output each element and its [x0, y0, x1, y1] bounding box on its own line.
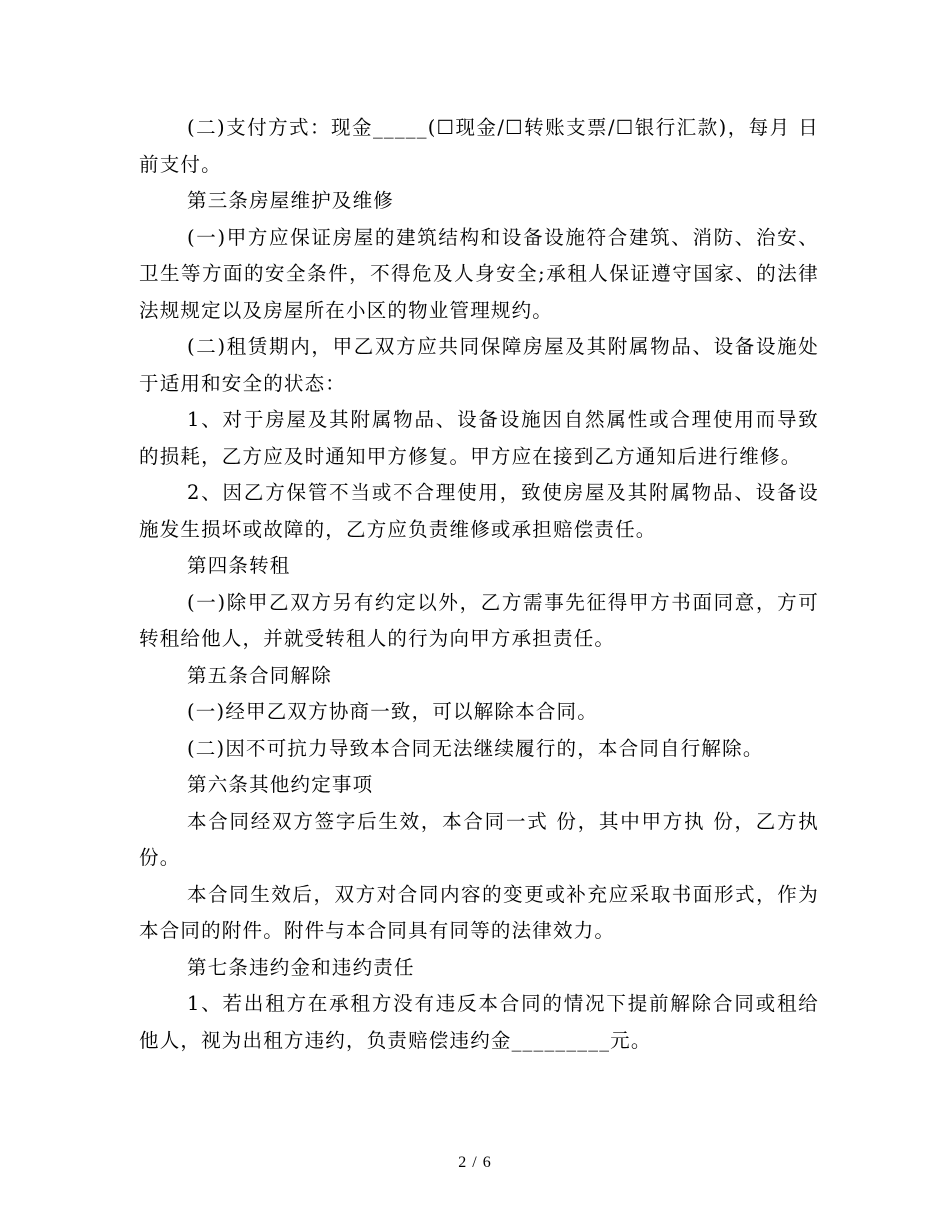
- article-5-heading: 第五条合同解除: [187, 663, 332, 687]
- article-3-heading: 第三条房屋维护及维修: [187, 189, 395, 212]
- payment-method-paragraph: (二)支付方式：现金_____(☐现金/☐转账支票/☐银行汇款)，每月 日前支付。: [139, 116, 819, 176]
- article-6-copies-paragraph: 本合同经双方签字后生效，本合同一式 份，其中甲方执 份，乙方执 份。: [139, 809, 819, 869]
- page-number: 2 / 6: [458, 1154, 492, 1171]
- article-3-item-1: 1、对于房屋及其附属物品、设备设施因自然属性或合理使用而导致的损耗，乙方应及时通知甲方修复。甲方应在接到乙方通知后进行维修。: [139, 408, 819, 468]
- article-4-heading: 第四条转租: [187, 554, 291, 577]
- article-6-amendment-paragraph: 本合同生效后，双方对合同内容的变更或补充应采取书面形式，作为本合同的附件。附件与本合同具有同等的法律效力。: [139, 882, 819, 942]
- article-5-clause-1: (一)经甲乙双方协商一致，可以解除本合同。: [187, 700, 598, 723]
- article-3-clause-2: (二)租赁期内，甲乙双方应共同保障房屋及其附属物品、设备设施处于适用和安全的状态：: [139, 335, 819, 395]
- article-7-item-1: 1、若出租方在承租方没有违反本合同的情况下提前解除合同或租给他人，视为出租方违约，负责赔偿违约金_________元。: [139, 992, 819, 1052]
- article-3-item-2: 2、因乙方保管不当或不合理使用，致使房屋及其附属物品、设备设施发生损坏或故障的，乙方应负责维修或承担赔偿责任。: [139, 481, 819, 541]
- document-body: [139, 110, 819, 1059]
- article-7-heading: 第七条违约金和违约责任: [187, 955, 415, 979]
- article-3-clause-1: (一)甲方应保证房屋的建筑结构和设备设施符合建筑、消防、治安、卫生等方面的安全条件，不得危及人身安全;承租人保证遵守国家、的法律法规规定以及房屋所在小区的物业管理规约。: [139, 225, 819, 322]
- article-5-clause-2: (二)因不可抗力导致本合同无法继续履行的，本合同自行解除。: [187, 736, 764, 760]
- article-6-heading: 第六条其他约定事项: [187, 773, 374, 796]
- article-4-clause-1: (一)除甲乙双方另有约定以外，乙方需事先征得甲方书面同意，方可转租给他人，并就受转租人的行为向甲方承担责任。: [139, 590, 819, 650]
